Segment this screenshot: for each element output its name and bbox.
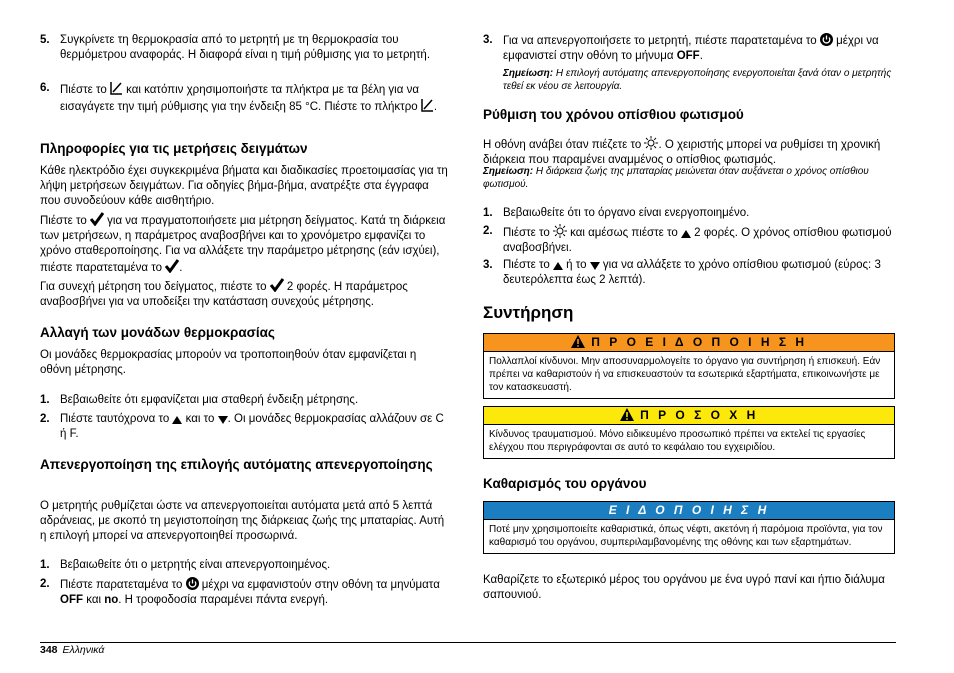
auto-step-2 bbox=[40, 577, 448, 608]
step-text: Πιέστε ταυτόχρονα το bbox=[60, 413, 170, 425]
auto-step-3 bbox=[483, 33, 895, 64]
caution-text: Κίνδυνος τραυματισμού. Μόνο ειδικευμένο προσωπικό πρέπει να εκτελεί τις εργασίες ελέγχου που περιγράφονται σε αυτό το κεφάλαιο του εγχειριδίου. bbox=[484, 424, 894, 458]
paragraph-text: Οι μονάδες θερμοκρασίας μπορούν να τροποποιηθούν όταν εμφανίζεται η οθόνη μέτρησης. bbox=[40, 349, 417, 376]
temp-step-1 bbox=[40, 393, 448, 408]
step-text: no bbox=[104, 594, 119, 606]
warning-box bbox=[483, 333, 895, 399]
step-text: . bbox=[699, 50, 703, 62]
step-text: Βεβαιωθείτε ότι ο μετρητής είναι απενεργοποιημένος. bbox=[60, 559, 331, 571]
temp-step-2 bbox=[40, 412, 448, 442]
footer-language: Ελληνικά bbox=[62, 644, 105, 656]
step-number: 6. bbox=[40, 82, 50, 94]
notice-title: Ε Ι Δ Ο Π Ο Ι Η Σ Η bbox=[484, 502, 894, 519]
step-text: ή το bbox=[566, 259, 587, 271]
step-number: 3. bbox=[483, 34, 493, 46]
note-text: Η επιλογή αυτόματης απενεργοποίησης ενεργοποιείται ξανά όταν ο μετρητής τεθεί εκ νέου σε λειτουργία. bbox=[503, 68, 892, 92]
note bbox=[483, 67, 895, 93]
backlight-step-3 bbox=[483, 258, 895, 288]
text: . bbox=[179, 262, 183, 274]
step-text: Πιέστε το bbox=[503, 227, 550, 239]
step-number: 1. bbox=[40, 394, 50, 406]
paragraph bbox=[483, 573, 895, 603]
up-arrow-icon bbox=[681, 230, 691, 238]
text: . Ο χειριστής μπορεί να ρυθμίσει τη χρονική διάρκεια που παραμένει αναμμένος ο οπίσθιος φωτισμός. bbox=[483, 139, 881, 166]
step-text: Συγκρίνετε τη θερμοκρασία από το μετρητή με τη θερμοκρασία του θερμόμετρου αναφοράς. Η διαφορά είναι η τιμή ρύθμισης για το μετρητή. bbox=[60, 34, 431, 61]
step-number: 2. bbox=[40, 413, 50, 425]
read-checkmark-icon bbox=[90, 212, 104, 226]
section-heading: Καθαρισμός του οργάνου bbox=[483, 476, 647, 491]
note-label: Σημείωση: bbox=[483, 166, 534, 177]
footer-divider bbox=[40, 642, 896, 643]
step-text: Βεβαιωθείτε ότι το όργανο είναι ενεργοποιημένο. bbox=[503, 207, 750, 219]
step-text: . Οι μονάδες θερμοκρασίας αλλάζουν σε C ή F. bbox=[60, 413, 444, 440]
note bbox=[483, 165, 895, 191]
step-text: και αμέσως πιέστε το bbox=[570, 227, 678, 239]
heading-temperature-units bbox=[40, 324, 448, 341]
backlight-sun-icon bbox=[553, 224, 567, 238]
paragraph bbox=[40, 499, 448, 544]
read-checkmark-icon bbox=[165, 259, 179, 273]
paragraph-text: Κάθε ηλεκτρόδιο έχει συγκεκριμένα βήματα και διαδικασίες προετοιμασίας για τη λήψη μετρήσεων δειγμάτων. Για οδηγίες βήμα-βήμα, ανατρέξτε στα έγγραφα που συνοδεύουν κάθε αισθητήριο. bbox=[40, 165, 448, 207]
step-6 bbox=[40, 81, 448, 115]
paragraph-text bbox=[40, 278, 448, 310]
step-number: 2. bbox=[40, 578, 50, 590]
paragraph-text: Ο μετρητής ρυθμίζεται ώστε να απενεργοποιείται αυτόματα μετά από 5 λεπτά αδράνειας, με σκοπό τη μεγιστοποίηση της διάρκειας ζωής της μπαταρίας. Αυτή η επιλογή μπορεί να απενεργοποιηθεί προσωρινά. bbox=[40, 500, 445, 542]
step-text: Βεβαιωθείτε ότι εμφανίζεται μια σταθερή ένδειξη μέτρησης. bbox=[60, 394, 359, 406]
backlight-step-1 bbox=[483, 206, 895, 221]
section-heading: Απενεργοποίηση της επιλογής αυτόματης απενεργοποίησης bbox=[40, 457, 433, 472]
step-text: Πιέστε το bbox=[503, 259, 550, 271]
paragraph-text bbox=[40, 212, 448, 276]
heading-maintenance bbox=[483, 303, 895, 323]
power-icon bbox=[186, 577, 199, 590]
section-heading: Ρύθμιση του χρόνου οπίσθιου φωτισμού bbox=[483, 107, 744, 122]
down-arrow-icon bbox=[590, 262, 600, 270]
step-text: OFF bbox=[676, 50, 700, 62]
step-text: OFF bbox=[60, 594, 83, 606]
up-arrow-icon bbox=[553, 262, 563, 270]
footer bbox=[40, 643, 104, 657]
step-number: 2. bbox=[483, 225, 493, 237]
paragraph bbox=[40, 348, 448, 378]
caution-box bbox=[483, 406, 895, 459]
section-heading: Πληροφορίες για τις μετρήσεις δειγμάτων bbox=[40, 141, 308, 156]
down-arrow-icon bbox=[218, 416, 228, 424]
warning-triangle-icon bbox=[571, 335, 585, 348]
backlight-step-2 bbox=[483, 224, 895, 256]
note-label: Σημείωση: bbox=[503, 68, 554, 79]
section-heading: Αλλαγή των μονάδων θερμοκρασίας bbox=[40, 325, 275, 340]
paragraph-text: Καθαρίζετε το εξωτερικό μέρος του οργάνου με ένα υγρό πανί και ήπιο διάλυμα σαπουνιού. bbox=[483, 574, 885, 601]
text: Η οθόνη ανάβει όταν πιέζετε το bbox=[483, 139, 642, 151]
step-text: Πιέστε παρατεταμένα το bbox=[60, 579, 183, 591]
power-icon bbox=[820, 33, 833, 46]
step-text: για να αλλάξετε το χρόνο οπίσθιου φωτισμού (εύρος: 3 δευτερόλεπτα έως 2 λεπτά). bbox=[503, 259, 881, 286]
warning-title: Π Ρ Ο Ε Ι Δ Ο Π Ο Ι Η Σ Η bbox=[591, 335, 808, 349]
paragraph bbox=[483, 136, 895, 168]
step-number: 1. bbox=[40, 559, 50, 571]
notice-box bbox=[483, 501, 895, 554]
warning-triangle-icon bbox=[620, 408, 634, 421]
notice-text: Ποτέ μην χρησιμοποιείτε καθαριστικά, όπως νέφτι, ακετόνη ή παρόμοια προϊόντα, για τον καθαρισμό του οργάνου, συμπεριλαμβανομένης της οθόνης και των εξαρτημάτων. bbox=[484, 519, 894, 553]
step-text: και κατόπιν χρησιμοποιήστε τα πλήκτρα με τα βέλη για να εισαγάγετε την τιμή ρύθμισης για την ένδειξη 85 °C. Πιέστε το πλήκτρο bbox=[60, 84, 419, 113]
heading-sample-info bbox=[40, 140, 448, 157]
backlight-sun-icon bbox=[644, 136, 658, 150]
text: για να πραγματοποιήσετε μια μέτρηση δείγματος. Κατά τη διάρκεια των μετρήσεων, η παράμετρος αναβοσβήνει και το χρονόμετρο εμφανίζει το χρόνο σταθεροποίησης. Για να αλλάξετε την παράμετρο μέτρησης (εάν ισχύει), πιέστε παρατεταμένα το bbox=[40, 215, 446, 274]
step-text: . bbox=[433, 101, 438, 113]
heading-cleaning bbox=[483, 475, 895, 492]
heading-backlight bbox=[483, 106, 895, 123]
section-heading: Συντήρηση bbox=[483, 303, 574, 322]
step-text: . Η τροφοδοσία παραμένει πάντα ενεργή. bbox=[118, 594, 329, 606]
text: Για συνεχή μέτρηση του δείγματος, πιέστε το bbox=[40, 281, 267, 293]
paragraph bbox=[40, 212, 448, 276]
step-text: μέχρι να εμφανιστούν στην οθόνη τα μηνύματα bbox=[201, 579, 440, 591]
note-text: Η διάρκεια ζωής της μπαταρίας μειώνεται όταν αυξάνεται ο χρόνος οπίσθιου φωτισμού. bbox=[483, 166, 869, 190]
up-arrow-icon bbox=[172, 416, 182, 424]
auto-step-1 bbox=[40, 558, 448, 573]
text: Πιέστε το bbox=[40, 215, 87, 227]
step-text: Πιέστε το bbox=[60, 84, 107, 96]
step-text: και bbox=[86, 594, 102, 606]
paragraph-text bbox=[483, 136, 895, 168]
paragraph bbox=[40, 164, 448, 209]
step-number: 5. bbox=[40, 34, 50, 46]
step-5 bbox=[40, 33, 448, 63]
heading-auto-off bbox=[40, 456, 448, 473]
caution-title: Π Ρ Ο Σ Ο Χ Η bbox=[640, 408, 759, 422]
text: 2 φορές. Η παράμετρος αναβοσβήνει για να υποδείξει την κατάσταση συνεχούς μέτρησης. bbox=[40, 281, 408, 308]
warning-header bbox=[484, 334, 894, 351]
step-text: Για να απενεργοποιήσετε το μετρητή, πιέστε παρατεταμένα το bbox=[503, 35, 817, 47]
page-number: 348 bbox=[40, 644, 58, 656]
step-number: 3. bbox=[483, 259, 493, 271]
step-text: 2 φορές. Ο χρόνος οπίσθιου φωτισμού αναβοσβήνει. bbox=[503, 227, 892, 254]
step-text: και το bbox=[185, 413, 215, 425]
read-checkmark-icon bbox=[270, 278, 284, 292]
caution-header bbox=[484, 407, 894, 424]
calibrate-icon bbox=[110, 81, 123, 95]
paragraph bbox=[40, 278, 448, 310]
step-text: μέχρι να εμφανιστεί στην οθόνη το μήνυμα bbox=[503, 35, 879, 62]
calibrate-icon bbox=[421, 98, 434, 112]
step-number: 1. bbox=[483, 207, 493, 219]
warning-text: Πολλαπλοί κίνδυνοι. Μην αποσυναρμολογείτε το όργανο για συντήρηση ή επισκευή. Εάν πρέπει να καθαριστούν ή να επισκευαστούν τα εσωτερικά εξαρτήματα, επικοινωνήστε με τον κατασκευαστή. bbox=[484, 351, 894, 398]
